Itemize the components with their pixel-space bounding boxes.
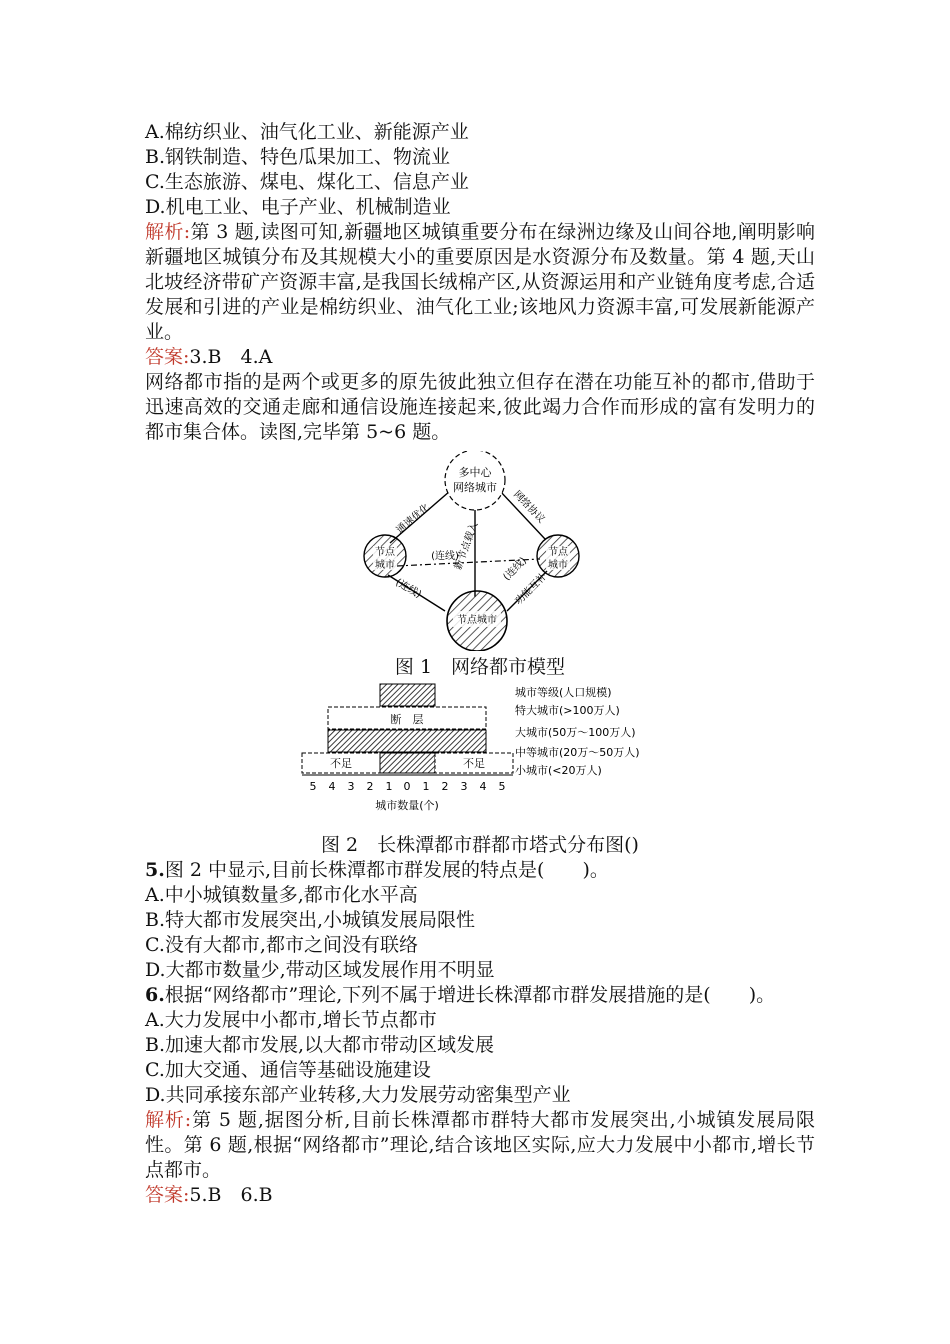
left-node-label1: 节点 [375,547,395,558]
answer-text: 5.B 6.B [189,1184,273,1206]
network-city-diagram [145,451,815,651]
question-5 [145,858,815,983]
figure-1 [145,451,815,651]
bar-extra-large [380,684,435,706]
legend-item: 特大城市(>100万人) [515,704,620,717]
center-node-label2: 网络城市 [453,481,497,494]
q4-options [145,120,815,220]
legend [515,685,640,777]
edge-label-top-right: 网络协议 [510,489,547,526]
x-tick-label: 5 [498,780,506,793]
x-tick-label: 1 [385,780,393,793]
answer-3-4 [145,345,815,370]
q5-option-c: C.没有大都市,都市之间没有联络 [145,934,418,956]
legend-item: 小城市(<20万人) [515,764,602,777]
x-tick-label: 3 [347,780,355,793]
analysis-text: 第 5 题,据图分析,目前长株潭都市群特大都市发展突出,小城镇发展局限性。第 6 题,根据“网络都市”理论,结合该地区实际,应大力发展中小都市,增长节点都市。 [145,1109,815,1181]
q6-stem [145,983,815,1008]
q6-option-d: D.共同承接东部产业转移,大力发展劳动密集型产业 [145,1084,571,1106]
edge-label-middle: (连线) [431,551,459,562]
edge-label-vertical: 新节点载入 [452,520,481,572]
answer-label: 答案: [145,1184,190,1206]
figure-1-caption: 图 1 网络都市模型 [394,656,566,678]
x-tick-labels [310,780,506,793]
analysis-text: 第 3 题,读图可知,新疆地区城镇重要分布在绿洲边缘及山间谷地,阐明影响新疆地区城镇分布及其规模大小的重要原因是水资源分布及数量。第 4 题,天山北坡经济带矿产资源丰富,是我国长绒棉产区,从资源运用和产业链角度考虑,合适发展和引进的产业是棉纺织业、油气化工业;该地风力资源丰富,可发展新能源产业。 [145,221,815,343]
fault-label: 断 层 [390,713,424,726]
shortage-right-label: 不足 [463,757,485,770]
intro-paragraph: 网络都市指的是两个或更多的原先彼此独立但存在潜在功能互补的都市,借助于迅速高效的交通走廊和通信设施连接起来,彼此竭力合作而形成的富有发明力的都市集合体。读图,完毕第 5~6 题。 [145,371,815,443]
q6-option-b: B.加速大都市发展,以大都市带动区域发展 [145,1034,495,1056]
edge-label-bottom-left: (连线) [393,577,424,601]
legend-title: 城市等级(人口规模) [515,686,612,699]
left-node-label2: 城市 [375,560,395,571]
center-node-label1: 多中心 [458,466,492,479]
x-tick-label: 4 [479,780,487,793]
q5-option-b: B.特大都市发展突出,小城镇发展局限性 [145,909,476,931]
answer-5-6 [145,1183,815,1208]
analysis-5-6 [145,1108,815,1183]
q6-stem-text: 根据“网络都市”理论,下列不属于增进长株潭都市群发展措施的是( )。 [164,984,776,1006]
x-tick-label: 2 [366,780,374,793]
answer-text: 3.B 4.A [189,346,273,368]
analysis-label: 解析: [145,221,191,243]
bottom-node-label: 节点城市 [457,615,497,626]
edge-label-bottom-right: (连线) [501,555,529,583]
q5-option-d: D.大都市数量少,带动区域发展作用不明显 [145,959,495,981]
x-tick-label: 3 [460,780,468,793]
analysis-label: 解析: [145,1109,192,1131]
x-tick-label: 4 [328,780,336,793]
x-tick-label: 1 [422,780,430,793]
bar-small [380,753,435,773]
q6-option-c: C.加大交通、通信等基础设施建设 [145,1059,431,1081]
edge-label-top-left: 通速优化 [394,502,433,537]
edge-label-bottom-right2: 功能互补 [513,571,550,608]
legend-item: 中等城市(20万～50万人) [515,746,640,759]
x-tick-label: 2 [441,780,449,793]
legend-item: 大城市(50万～100万人) [515,726,636,739]
right-node-label1: 节点 [548,547,568,558]
q6-number: 6. [145,984,165,1006]
figure-2 [145,682,815,817]
q4-option-a: A.棉纺织业、油气化工业、新能源产业 [145,121,469,143]
question-6 [145,983,815,1108]
analysis-3-4 [145,220,815,345]
x-tick-label: 0 [403,780,411,793]
q5-stem-text: 图 2 中显示,目前长株潭都市群发展的特点是( )。 [164,859,609,881]
tower-distribution-chart [145,682,815,817]
q4-option-c: C.生态旅游、煤电、煤化工、信息产业 [145,171,469,193]
x-tick-label: 5 [309,780,317,793]
q4-option-b: B.钢铁制造、特色瓜果加工、物流业 [145,146,451,168]
q6-option-a: A.大力发展中小都市,增长节点都市 [145,1009,437,1031]
q4-option-d: D.机电工业、电子产业、机械制造业 [145,196,451,218]
document-page [145,120,815,1208]
answer-label: 答案: [145,346,190,368]
x-axis-label: 城市数量(个) [375,799,439,812]
q5-number: 5. [145,859,165,881]
q5-option-a: A.中小城镇数量多,都市化水平高 [145,884,418,906]
shortage-left-label: 不足 [330,757,352,770]
right-node-label2: 城市 [548,560,568,571]
bar-medium [328,730,486,752]
q5-stem [145,858,815,883]
figure-2-caption: 图 2 长株潭都市群都市塔式分布图() [321,834,639,856]
